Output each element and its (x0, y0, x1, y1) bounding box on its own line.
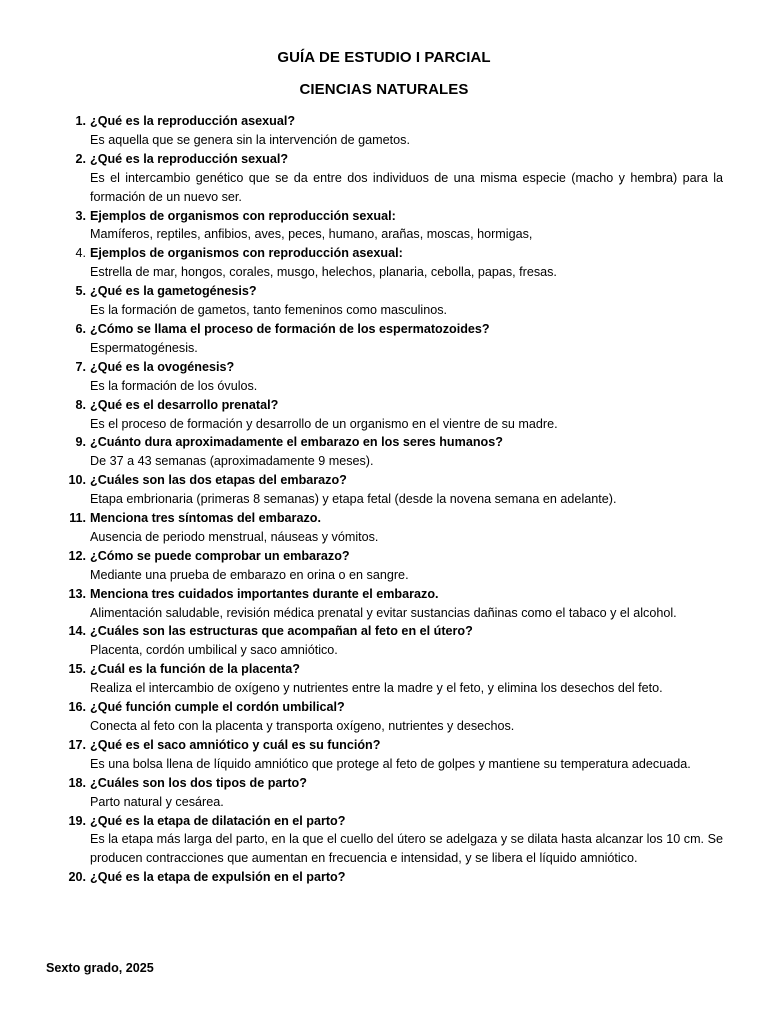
question-list (68, 112, 723, 887)
list-item-10 (68, 471, 723, 509)
answer-text: Alimentación saludable, revisión médica prenatal y evitar sustancias dañinas como el tabaco y el alcohol. (90, 605, 677, 620)
list-item-17 (68, 736, 723, 774)
list-item-11 (69, 509, 723, 547)
answer-text: Es la formación de gametos, tanto femeninos como masculinos. (90, 303, 447, 318)
question-text: ¿Qué es la etapa de dilatación en el parto? (90, 813, 346, 828)
item-number: 19. (68, 813, 86, 828)
list-item-13 (68, 585, 723, 623)
item-number: 12. (68, 548, 86, 563)
list-item-18 (68, 774, 723, 812)
answer-text: Estrella de mar, hongos, corales, musgo, helechos, planaria, cebolla, papas, fresas. (90, 265, 557, 280)
question-text: ¿Qué es la etapa de expulsión en el parto? (90, 870, 346, 885)
question-text: Ejemplos de organismos con reproducción sexual: (90, 208, 396, 223)
question-text: ¿Qué es el saco amniótico y cuál es su función? (90, 737, 381, 752)
question-text: ¿Qué es la ovogénesis? (90, 359, 235, 374)
item-number: 16. (68, 700, 86, 715)
question-text: ¿Cuáles son las estructuras que acompañan al feto en el útero? (90, 624, 473, 639)
item-number: 5. (75, 284, 86, 299)
answer-text: Espermatogénesis. (90, 340, 198, 355)
item-number: 6. (75, 321, 86, 336)
answer-text: Etapa embrionaria (primeras 8 semanas) y etapa fetal (desde la novena semana en adelante). (90, 492, 617, 507)
answer-text: Ausencia de periodo menstrual, náuseas y vómitos. (90, 529, 379, 544)
item-number: 17. (68, 737, 86, 752)
question-text: Menciona tres síntomas del embarazo. (90, 511, 321, 526)
item-number: 14. (68, 624, 86, 639)
list-item-7 (75, 358, 723, 396)
list-item-8 (75, 396, 723, 434)
answer-text: Es aquella que se genera sin la intervención de gametos. (90, 132, 410, 147)
list-item-5 (75, 282, 723, 320)
list-item-6 (75, 320, 723, 358)
answer-text: Es el proceso de formación y desarrollo de un organismo en el vientre de su madre. (90, 416, 558, 431)
answer-text: Es la formación de los óvulos. (90, 378, 258, 393)
question-text: ¿Cuáles son las dos etapas del embarazo? (90, 473, 347, 488)
question-text: ¿Cuál es la función de la placenta? (90, 662, 300, 677)
list-item-3 (75, 207, 723, 245)
item-number: 8. (75, 397, 86, 412)
question-text: Menciona tres cuidados importantes durante el embarazo. (90, 586, 439, 601)
list-item-19 (68, 812, 723, 869)
answer-text: Realiza el intercambio de oxígeno y nutrientes entre la madre y el feto, y elimina los desechos del feto. (90, 681, 663, 696)
page-subtitle: CIENCIAS NATURALES (299, 81, 469, 98)
list-item-12 (68, 547, 723, 585)
item-number: 20. (68, 870, 86, 885)
question-text: ¿Qué función cumple el cordón umbilical? (90, 700, 345, 715)
list-item-16 (68, 698, 723, 736)
question-text: ¿Cómo se puede comprobar un embarazo? (90, 548, 350, 563)
question-text: ¿Qué es el desarrollo prenatal? (90, 397, 279, 412)
item-number: 1. (75, 114, 86, 128)
answer-text: De 37 a 43 semanas (aproximadamente 9 meses). (90, 454, 374, 469)
item-number: 15. (68, 662, 86, 677)
question-text: ¿Qué es la reproducción sexual? (90, 151, 289, 166)
question-text: Ejemplos de organismos con reproducción asexual: (90, 246, 403, 261)
answer-text: Es una bolsa llena de líquido amniótico que protege al feto de golpes y mantiene su temperatura adecuada. (90, 756, 691, 771)
list-item-15 (68, 660, 723, 698)
page-title: GUÍA DE ESTUDIO I PARCIAL (277, 49, 491, 66)
list-item-4 (75, 244, 723, 282)
list-item-2 (75, 150, 723, 207)
item-number: 2. (75, 151, 86, 166)
item-number: 11. (69, 511, 86, 526)
answer-text: Parto natural y cesárea. (90, 794, 224, 809)
question-text: ¿Qué es la gametogénesis? (90, 284, 257, 299)
answer-text: Placenta, cordón umbilical y saco amniótico. (90, 643, 338, 658)
question-text: ¿Cómo se llama el proceso de formación de los espermatozoides? (90, 321, 490, 336)
answer-text: Es la etapa más larga del parto, en la que el cuello del útero se adelgaza y se dilata hasta alcanzar los 10 cm. Se producen contracciones que aumentan en frecuencia e intensidad, y se libera el líquido amniótico. (90, 832, 723, 866)
item-number: 10. (68, 473, 86, 488)
item-number: 9. (75, 435, 86, 450)
page-footer: Sexto grado, 2025 (46, 961, 154, 975)
list-item-1 (75, 112, 723, 150)
answer-text: Mamíferos, reptiles, anfibios, aves, peces, humano, arañas, moscas, hormigas, (90, 227, 533, 242)
item-number: 18. (68, 775, 86, 790)
item-number: 7. (75, 359, 86, 374)
question-text: ¿Cuáles son los dos tipos de parto? (90, 775, 307, 790)
item-number: 3. (75, 208, 86, 223)
question-text: ¿Cuánto dura aproximadamente el embarazo en los seres humanos? (90, 435, 503, 450)
list-item-20 (68, 868, 723, 887)
answer-text: Es el intercambio genético que se da entre dos individuos de una misma especie (macho y hembra) para la formación de un nuevo ser. (90, 170, 723, 204)
item-number: 4. (75, 246, 86, 261)
answer-text: Mediante una prueba de embarazo en orina o en sangre. (90, 567, 409, 582)
item-number: 13. (68, 586, 86, 601)
list-item-14 (68, 622, 723, 660)
question-text: ¿Qué es la reproducción asexual? (90, 114, 296, 128)
list-item-9 (75, 433, 723, 471)
answer-text: Conecta al feto con la placenta y transporta oxígeno, nutrientes y desechos. (90, 719, 515, 733)
